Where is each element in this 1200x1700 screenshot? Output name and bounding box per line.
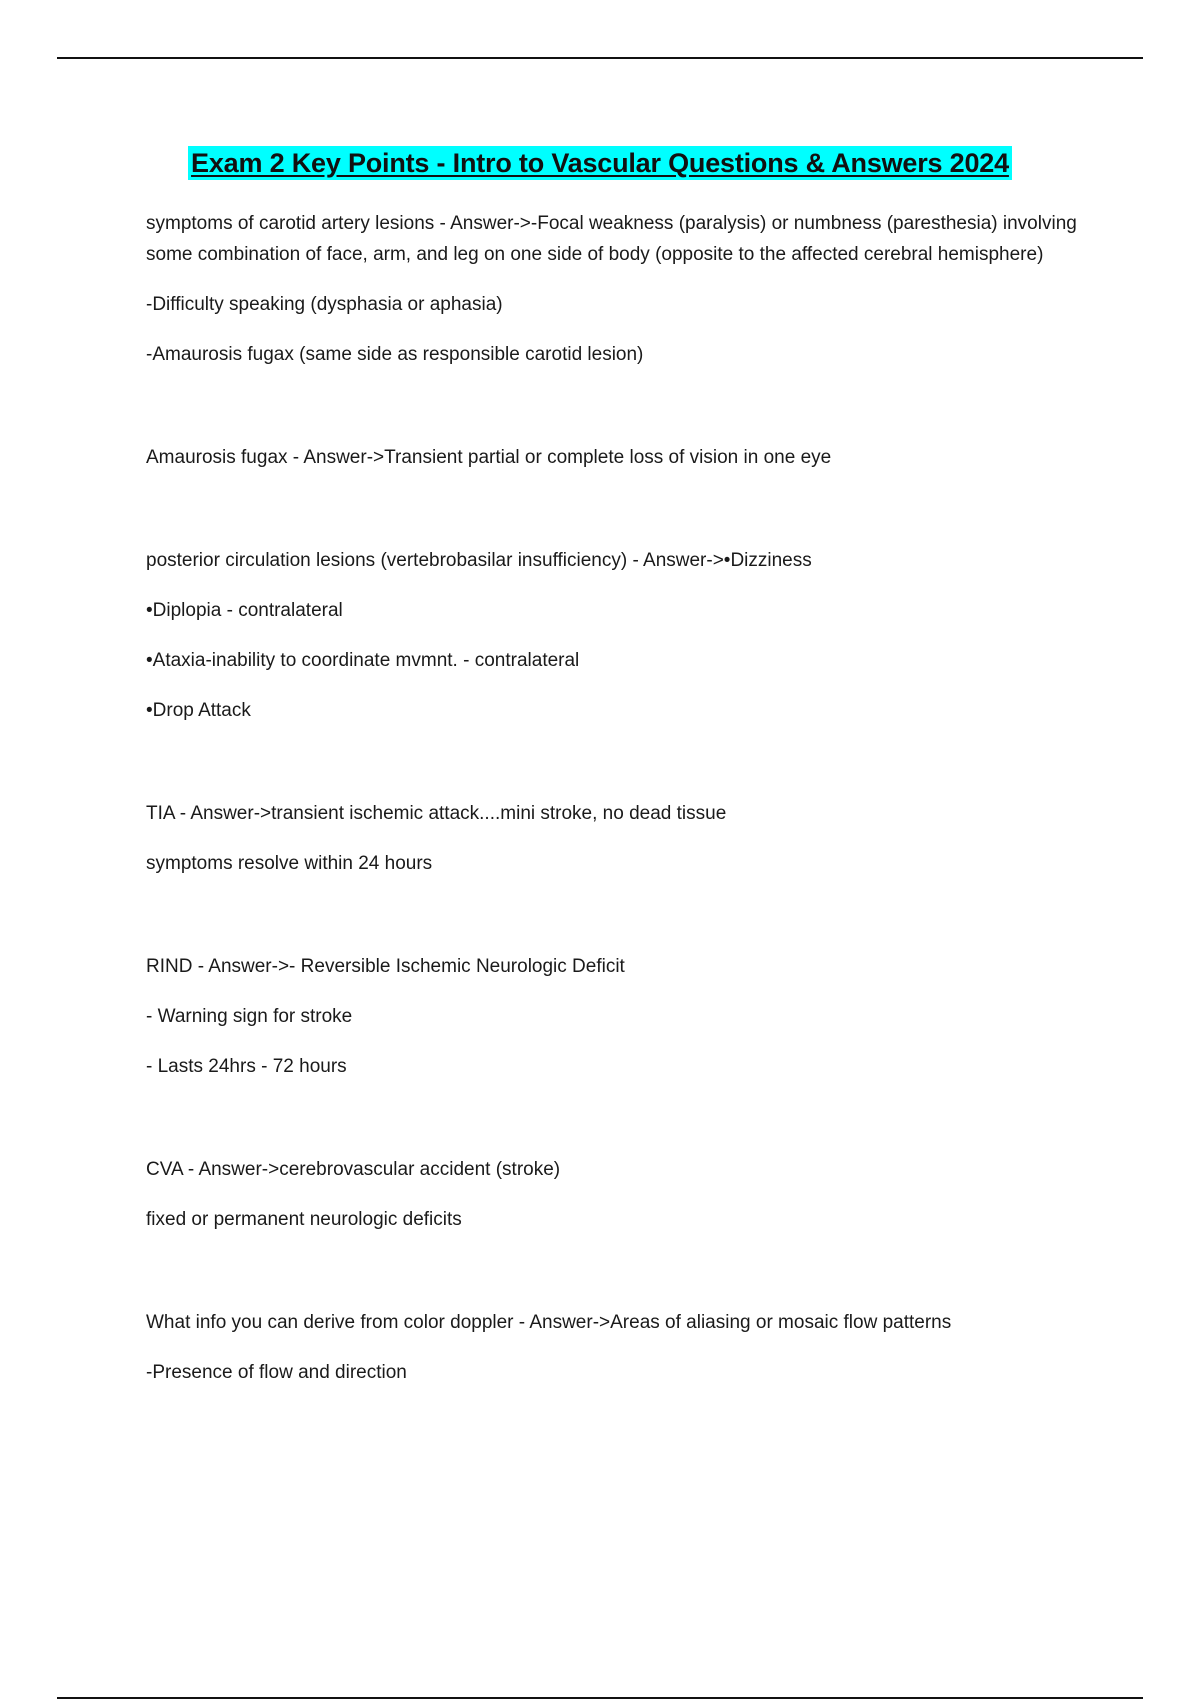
card-6-question-answer: CVA - Answer->cerebrovascular accident (stroke) — [146, 1159, 561, 1180]
card-6-line-2: fixed or permanent neurologic deficits — [146, 1209, 462, 1230]
card-5-line-2: - Warning sign for stroke — [146, 1006, 353, 1027]
document-body — [146, 208, 1086, 1388]
page-title: Exam 2 Key Points - Intro to Vascular Questions & Answers 2024 — [188, 146, 1012, 180]
card-1-question-answer: symptoms of carotid artery lesions - Answer->-Focal weakness (paralysis) or numbness (paresthesia) involving some combination of face, arm, and leg on one side of body (opposite to the affected cerebral hemisphere) — [146, 213, 1077, 265]
card-5-line-3: - Lasts 24hrs - 72 hours — [146, 1056, 347, 1077]
card-7-question-answer: What info you can derive from color doppler - Answer->Areas of aliasing or mosaic flow patterns — [146, 1312, 952, 1333]
card-5-question-answer: RIND - Answer->- Reversible Ischemic Neurologic Deficit — [146, 956, 625, 977]
card-3-line-3: •Ataxia-inability to coordinate mvmnt. - contralateral — [146, 650, 580, 671]
bottom-divider — [57, 1697, 1143, 1699]
card-1-line-3: -Amaurosis fugax (same side as responsible carotid lesion) — [146, 344, 644, 365]
top-divider — [57, 57, 1143, 59]
card-1-line-2: -Difficulty speaking (dysphasia or aphasia) — [146, 294, 503, 315]
card-4-line-2: symptoms resolve within 24 hours — [146, 853, 433, 874]
card-3-line-4: •Drop Attack — [146, 700, 251, 721]
title-container — [0, 146, 1200, 180]
card-7-line-2: -Presence of flow and direction — [146, 1362, 407, 1383]
card-3-line-2: •Diplopia - contralateral — [146, 600, 343, 621]
card-4-question-answer: TIA - Answer->transient ischemic attack....mini stroke, no dead tissue — [146, 803, 727, 824]
card-3-question-answer: posterior circulation lesions (vertebrobasilar insufficiency) - Answer->•Dizziness — [146, 550, 812, 571]
card-2-question-answer: Amaurosis fugax - Answer->Transient partial or complete loss of vision in one eye — [146, 447, 832, 468]
